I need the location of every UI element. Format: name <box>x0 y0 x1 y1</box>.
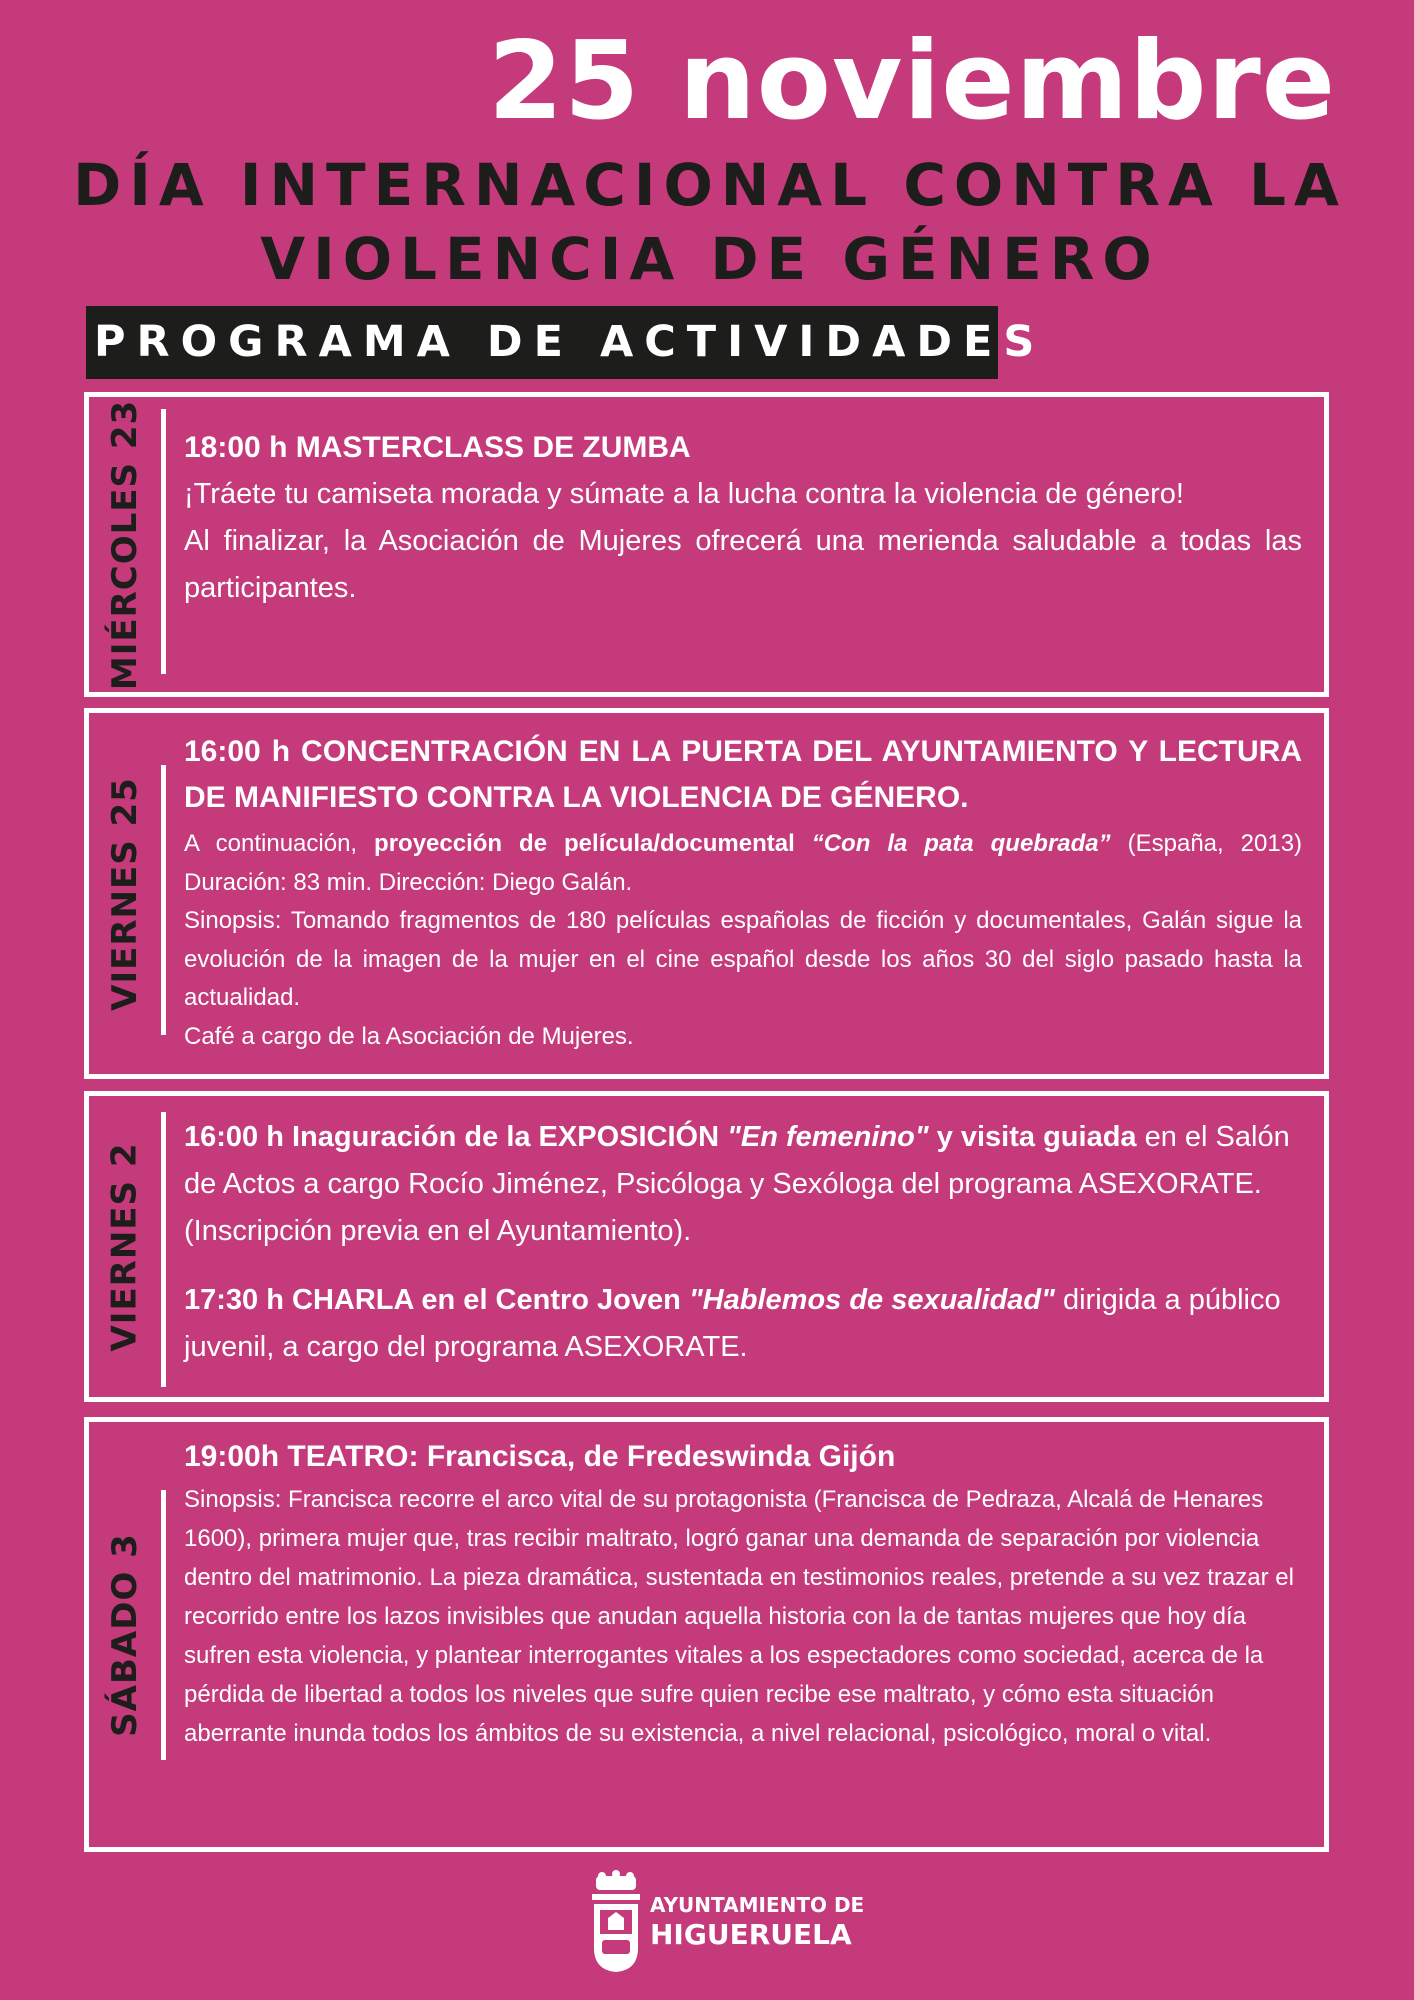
title-line-2: VIOLENCIA DE GÉNERO <box>260 225 1160 293</box>
event-synopsis: Sinopsis: Francisca recorre el arco vital de su protagonista (Francisca de Pedraza, Alcalá de Henares 1600), primera mujer que, tras recibir maltrato, logró ganar una demanda de separación por violencia dentro del matrimonio. La pieza dramática, sustentada en testimonios reales, pretende a su vez trazar el recorrido entre los lazos invisibles que anudan aquella historia con la de tantas mujeres que hoy día sufren esta violencia, y plantear interrogantes vitales a los espectadores como sociedad, acerca de la pérdida de libertad a todos los niveles que sufre quien recibe ese maltrato, y cómo esta situación aberrante inunda todos los ámbitos de su existencia, a nivel relacional, psicológico, moral o vital. <box>184 1486 1294 1747</box>
day-label: VIERNES 25 <box>105 776 146 1011</box>
day-label: SÁBADO 3 <box>105 1532 145 1737</box>
event-content <box>184 1114 1302 1371</box>
coat-of-arms-icon <box>590 1870 642 1974</box>
day-label: MIÉRCOLES 23 <box>105 399 145 690</box>
event-text: Al finalizar, la Asociación de Mujeres ofrecerá una merienda saludable a todas las participantes. <box>184 525 1302 604</box>
ayuntamiento-logo <box>590 1870 865 1980</box>
vertical-divider <box>161 409 166 674</box>
event-text: A continuación, proyección de película/documental “Con la pata quebrada” (España, 2013) Duración: 83 min. Dirección: Diego Galán. <box>184 830 1303 896</box>
event-content <box>184 425 1302 612</box>
program-banner: PROGRAMA DE ACTIVIDADES <box>86 306 998 379</box>
event-charla: 17:30 h CHARLA en el Centro Joven "Hablemos de sexualidad" dirigida a público juvenil, a cargo del programa ASEXORATE. <box>184 1284 1281 1363</box>
logo-text: AYUNTAMIENTO DE HIGUERUELA <box>650 1893 865 1951</box>
vertical-divider <box>161 1112 166 1387</box>
event-heading: 19:00h TEATRO: Francisca, de Fredeswinda Gijón <box>184 1440 896 1473</box>
event-note: Café a cargo de la Asociación de Mujeres. <box>184 1022 634 1050</box>
day-box-sabado-3 <box>84 1417 1329 1852</box>
event-content <box>184 729 1302 1056</box>
event-heading: 16:00 h CONCENTRACIÓN EN LA PUERTA DEL AYUNTAMIENTO Y LECTURA DE MANIFIESTO CONTRA LA VIOLENCIA DE GÉNERO. <box>184 735 1302 814</box>
event-synopsis: Sinopsis: Tomando fragmentos de 180 películas españolas de ficción y documentales, Galán sigue la evolución de la imagen de la mujer en el cine español desde los años 30 del siglo pasado hasta la actualidad. <box>184 907 1302 1011</box>
day-box-miercoles-23 <box>84 392 1329 697</box>
day-box-viernes-2 <box>84 1091 1329 1402</box>
title-line-1: DÍA INTERNACIONAL CONTRA LA <box>73 151 1347 219</box>
event-text: ¡Tráete tu camiseta morada y súmate a la lucha contra la violencia de género! <box>184 478 1184 510</box>
event-heading: 18:00 h MASTERCLASS DE ZUMBA <box>184 431 691 464</box>
date-title: 25 noviembre <box>488 19 1336 144</box>
day-box-viernes-25 <box>84 708 1329 1079</box>
vertical-divider <box>161 1490 166 1760</box>
main-title <box>60 148 1360 296</box>
event-content <box>184 1434 1302 1753</box>
vertical-divider <box>161 765 166 1035</box>
event-exposicion: 16:00 h Inaguración de la EXPOSICIÓN "En femenino" y visita guiada en el Salón de Actos a cargo Rocío Jiménez, Psicóloga y Sexóloga del programa ASEXORATE. (Inscripción previa en el Ayuntamiento). <box>184 1121 1290 1247</box>
day-label: VIERNES 2 <box>105 1141 146 1352</box>
